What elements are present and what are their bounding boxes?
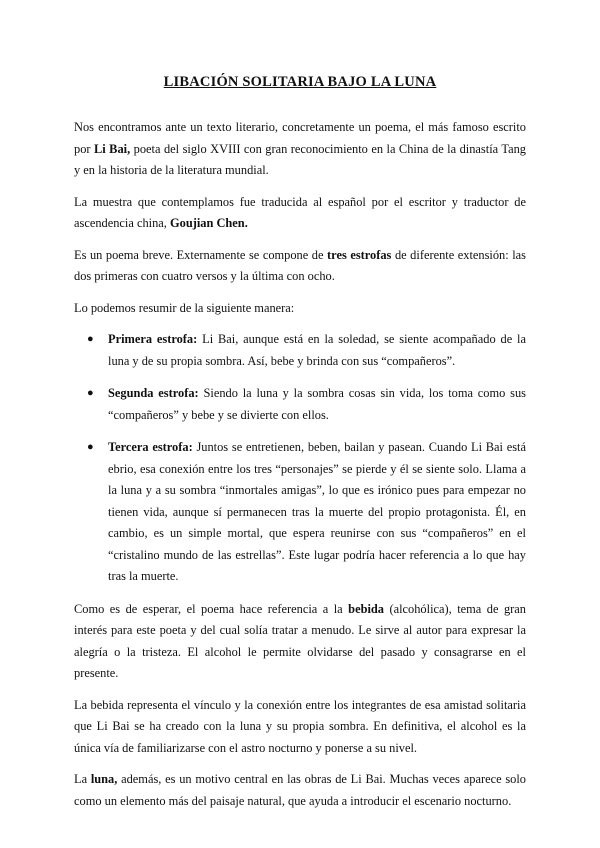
bold-term-stanzas: tres estrofas <box>327 247 392 262</box>
paragraph-moon <box>74 769 526 812</box>
list-item-label: Tercera estrofa: <box>108 440 193 454</box>
paragraph-summary-intro: Lo podemos resumir de la siguiente manera: <box>74 300 295 315</box>
paragraph-intro <box>74 117 526 182</box>
list-item <box>87 383 526 426</box>
paragraph-translation <box>74 192 526 235</box>
paragraph-text: La <box>74 772 91 786</box>
bold-term-drink: bebida <box>348 601 384 616</box>
stanza-list <box>74 329 526 588</box>
bold-term-translator: Goujian Chen. <box>169 216 248 230</box>
paragraph-text: Nos encontramos ante un texto literario, concretamente un poema, el más famoso escrito por <box>74 120 526 156</box>
bullet-icon: ● <box>87 333 94 345</box>
bold-term-moon: luna, <box>90 772 118 786</box>
bullet-icon: ● <box>87 387 94 399</box>
bold-term-author: Li Bai, <box>94 141 131 156</box>
paragraph-bond: La bebida representa el vínculo y la conexión entre los integrantes de esa amistad solitaria que Li Bai se ha creado con la luna y su propia sombra. En definitiva, el alcohol es la única vía de familiarizarse con el astro nocturno y ponerse a su nivel. <box>74 697 526 755</box>
list-item-text: Li Bai, aunque está en la soledad, se siente acompañado de la luna y de su propia sombra. Así, bebe y brinda con sus “compañeros”. <box>108 332 526 368</box>
list-item <box>87 437 527 588</box>
paragraph-text: (alcohólica), tema de gran interés para este poeta y del cual solía tratar a menudo. Le sirve al autor para expresar la alegría o la tristeza. El alcohol le permite olvidarse del pasado y consagrarse en el presente. <box>74 601 526 680</box>
paragraph-text: de diferente extensión: las dos primeras con cuatro versos y la última con ocho. <box>74 247 526 283</box>
paragraph-drink <box>74 599 526 685</box>
list-item <box>87 329 526 372</box>
list-item-label: Segunda estrofa: <box>108 386 199 400</box>
paragraph-structure <box>74 245 526 288</box>
document-title: LIBACIÓN SOLITARIA BAJO LA LUNA <box>163 74 437 90</box>
paragraph-text: Es un poema breve. Externamente se compone de <box>74 247 328 262</box>
bullet-icon: ● <box>87 441 94 453</box>
list-item-label: Primera estrofa: <box>108 332 198 346</box>
list-item-text: Juntos se entretienen, beben, bailan y pasean. Cuando Li Bai está ebrio, esa conexión entre los tres “personajes” se pierde y él se siente solo. Llama a la luna y a su sombra “inmortales amigas”, lo que es irónico pues para empezar no tienen vida, aunque sí permanecen tras la muerte del propio protagonista. Él, en cambio, es un simple mortal, que espera reunirse con sus “compañeros” en el “cristalino mundo de las estrellas”. Este lugar podría hacer referencia a lo que hay tras la muerte. <box>108 440 527 583</box>
paragraph-text: Como es de esperar, el poema hace referencia a la <box>74 601 349 616</box>
paragraph-text: La muestra que contemplamos fue traducida al español por el escritor y traductor de ascendencia china, <box>74 194 526 230</box>
list-item-text: Siendo la luna y la sombra cosas sin vida, los toma como sus “compañeros” y bebe y se divierte con ellos. <box>108 386 526 422</box>
paragraph-text: además, es un motivo central en las obras de Li Bai. Muchas veces aparece solo como un elemento más del paisaje natural, que ayuda a introducir el escenario nocturno. <box>74 772 526 808</box>
paragraph-text: poeta del siglo XVIII con gran reconocimiento en la China de la dinastía Tang y en la historia de la literatura mundial. <box>74 141 526 177</box>
